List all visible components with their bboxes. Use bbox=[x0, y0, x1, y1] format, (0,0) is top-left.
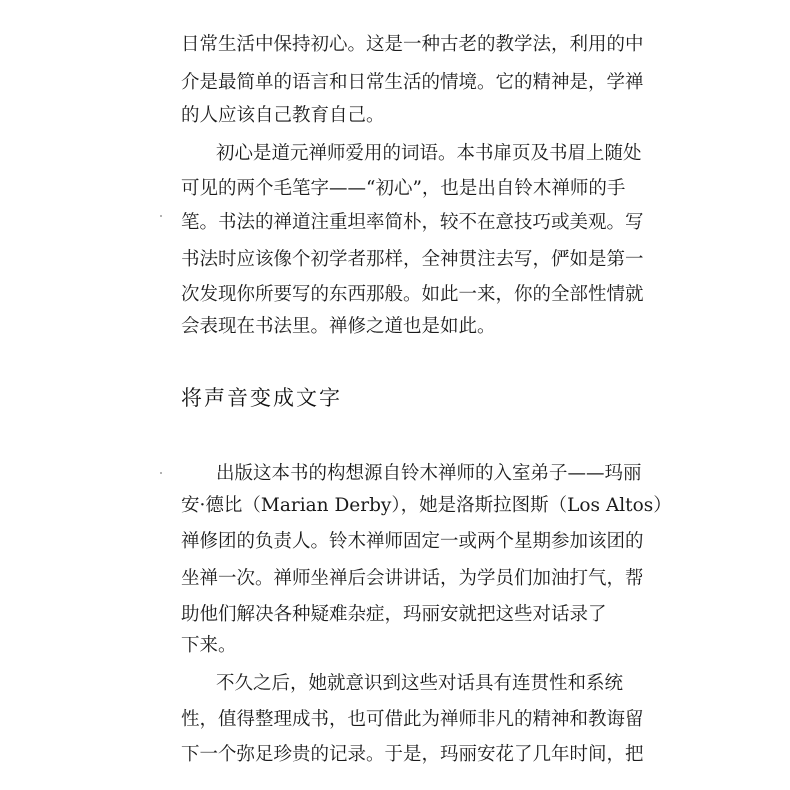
scan-speck bbox=[160, 215, 162, 217]
paragraph-2-line-5: 次发现你所要写的东西那般。如此一来，你的全部性情就 bbox=[181, 284, 644, 305]
paragraph-3-line-6: 下来。 bbox=[181, 635, 237, 656]
scan-speck bbox=[160, 472, 162, 474]
paragraph-4-line-2: 性，值得整理成书，也可借此为禅师非凡的精神和教诲留 bbox=[181, 709, 644, 730]
paragraph-4-line-3: 下一个弥足珍贵的记录。于是，玛丽安花了几年时间，把 bbox=[181, 744, 644, 765]
paragraph-2-line-6: 会表现在书法里。禅修之道也是如此。 bbox=[181, 316, 496, 337]
paragraph-2-line-4: 书法时应该像个初学者那样，全神贯注去写，俨如是第一 bbox=[181, 249, 644, 270]
paragraph-3-line-1: 出版这本书的构想源自铃木禅师的入室弟子——玛丽 bbox=[216, 463, 642, 484]
paragraph-3-line-3: 禅修团的负责人。铃木禅师固定一或两个星期参加该团的 bbox=[181, 531, 644, 552]
paragraph-3-line-2: 安·德比（Marian Derby），她是洛斯拉图斯（Los Altos） bbox=[181, 495, 672, 516]
paragraph-1-line-2: 介是最简单的语言和日常生活的情境。它的精神是，学禅 bbox=[181, 72, 644, 93]
paragraph-2-line-2: 可见的两个毛笔字——“初心”，也是出自铃木禅师的手 bbox=[181, 178, 626, 199]
paragraph-1-line-3: 的人应该自己教育自己。 bbox=[181, 105, 385, 126]
paragraph-3-line-4: 坐禅一次。禅师坐禅后会讲讲话，为学员们加油打气，帮 bbox=[181, 568, 644, 589]
section-heading: 将声音变成文字 bbox=[181, 386, 342, 410]
paragraph-2-line-3: 笔。书法的禅道注重坦率简朴，较不在意技巧或美观。写 bbox=[181, 212, 644, 233]
paragraph-3-line-5: 助他们解决各种疑难杂症，玛丽安就把这些对话录了 bbox=[181, 604, 607, 625]
paragraph-1-line-1: 日常生活中保持初心。这是一种古老的教学法，利用的中 bbox=[181, 34, 644, 55]
paragraph-4-line-1: 不久之后，她就意识到这些对话具有连贯性和系统 bbox=[216, 673, 624, 694]
paragraph-2-line-1: 初心是道元禅师爱用的词语。本书扉页及书眉上随处 bbox=[216, 143, 642, 164]
